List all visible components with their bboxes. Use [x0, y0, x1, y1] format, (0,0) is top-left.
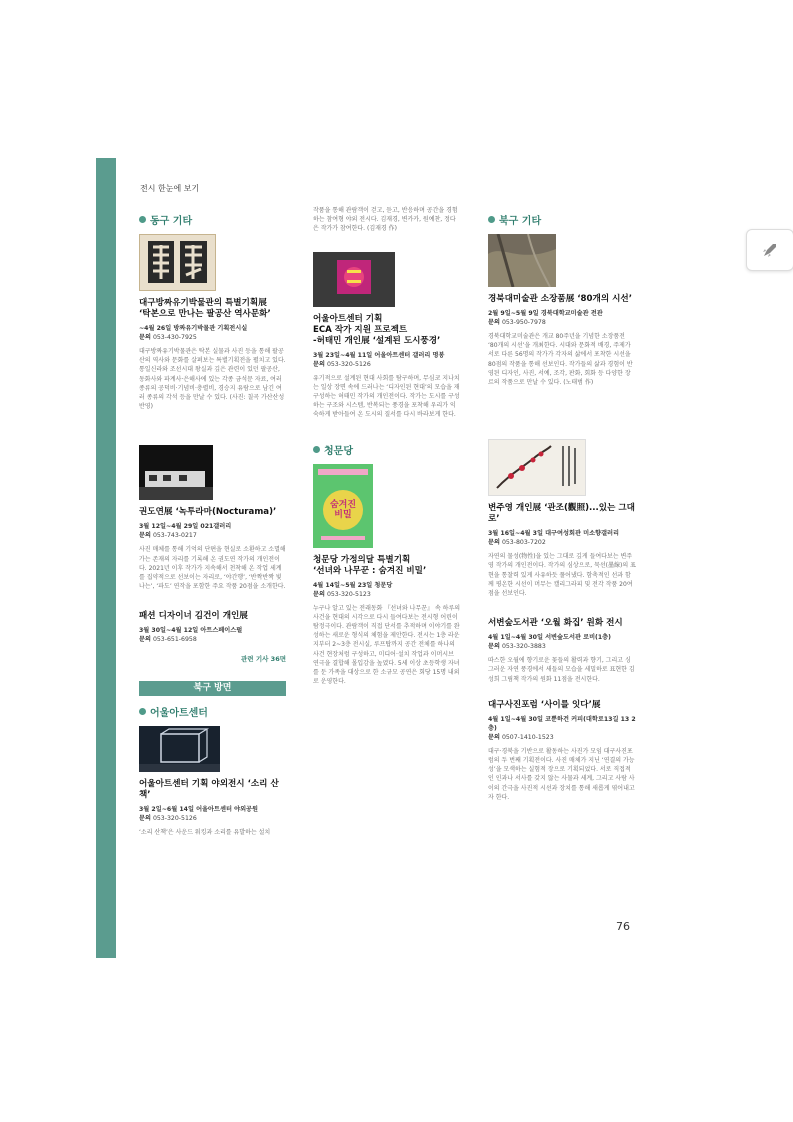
bullet-dot-icon [488, 216, 495, 223]
page-side-bar [96, 158, 116, 958]
night-house-image [139, 445, 213, 500]
listing-meta: ~4월 26일 방짜유기박물관 기획전시실 [139, 325, 248, 332]
painting-thumbnail [488, 234, 556, 287]
listing-item [488, 439, 636, 598]
section-heading-donggu [139, 212, 286, 227]
continued-description: 작품을 통해 관람객이 걷고, 듣고, 반응하며 공간을 경험하는 참여형 야외 전시다. 김재경, 변카카, 원예찬, 정다은 작가가 참여한다. (김재경 作) [313, 207, 458, 233]
listing-description: ‘소리 산책’은 사운드 워킹과 소리를 유발하는 설치 [139, 829, 271, 837]
listing-description: 유기적으로 설계된 현대 사회를 탐구하며, 무심코 지나치는 일상 장면 속에 드러나는 ‘디자인된 현대’의 모습을 재구성하는 허태민 작가의 개인전이다. 작가는 도시를 구성하는 구조와 시스템, 반복되는 풍경을 포착해 우리가 익숙하게 받아들여 온 도시의 질서를 다시 바라보게 한다. [313, 374, 460, 419]
listing-meta: 3월 30일~4월 12일 아트스페이스펄 [139, 627, 243, 635]
listing-phone: 문의 053-743-0217 [139, 532, 197, 540]
rocket-icon [761, 241, 779, 259]
poster-thumbnail [313, 464, 373, 548]
abstract-painting [488, 234, 556, 287]
listing-description: 누구나 알고 있는 전래동화 『선녀와 나무꾼』 속 하루의 사건을 현대의 시각으로 다시 들여다보는 전시형 어린이 탐정극이다. 관람객이 직접 단서를 추적하며 이야기를 완성하는 새로운 형식의 체험을 제안한다. 전시는 1층 라운지부터 2~3층 전시실, 루프탑까지 공간 전체를 하나의 사건 현장처럼 구성하고, 미디어·설치 작업과 이머시브 연극을 결합해 몰입감을 높였다. 5세 이상 초등학생 자녀를 둔 가족을 대상으로 한 소규모 공연은 회당 15명 내외로 운영한다. [313, 604, 461, 686]
listing-description: 자연의 물성(物性)을 있는 그대로 깊게 들여다보는 변주영 작가의 개인전이다. 작가의 심상으로, 묵선(墨線)의 표현을 통찰력 있게 사유하듯 풀어냈다. 함축적인 선과 함께 평온한 시선이 머무는 캘리그라피 및 전각 작품 20여 점을 선보인다. [488, 553, 636, 598]
listing-meta: 3월 2일~6월 14일 어울아트센터 야외공원 [139, 806, 259, 814]
listing-title: 대구사진포럼 ‘사이를 잇다’展 [488, 699, 601, 710]
listing-meta: 3월 23일~4월 11일 어울아트센터 갤러리 명봉 [313, 351, 445, 359]
listing-title: 청문당 가정의달 특별기획 ‘선녀와 나무꾼 : 숨겨진 비밀’ [313, 554, 427, 576]
listing-item [488, 618, 636, 684]
listing-description: 따스한 오월에 향기로운 꽃들의 활력과 향기, 그리고 싱그러운 자연 풍경에서 새들의 모습을 세밀하로 표현한 김성희 그림책 작가의 원화 11점을 전시한다. [488, 657, 635, 683]
artwork-thumbnail [313, 252, 395, 307]
section-title: 북구 기타 [499, 216, 542, 227]
listing-title: 어울아트센터 기획 야외전시 ‘소리 산책’ [139, 779, 279, 801]
plum-blossom-painting [489, 440, 585, 495]
page-header: 전시 한눈에 보기 [140, 184, 200, 193]
calligraphy-thumbnail [488, 439, 586, 496]
region-bar-bukgu: 북구 방면 [139, 681, 286, 696]
neon-sign-image [313, 252, 395, 307]
listing-title: 패션 디자이너 김건이 개인展 [139, 611, 248, 622]
listing-title: 경북대미술관 소장품展 ‘80개의 시선’ [488, 294, 632, 304]
listing-item [488, 234, 636, 387]
section-heading-bukgu [488, 212, 636, 227]
photo-thumbnail [139, 445, 213, 500]
rubbing-thumbnail [139, 234, 216, 291]
page-number: 76 [616, 920, 630, 933]
glass-cube-image [139, 726, 220, 772]
listing-meta: 4월 1일~4월 30일 코뿐하건 커피(대학로13길 13 2층) [488, 715, 636, 732]
floating-action-button[interactable] [746, 229, 793, 271]
listing-phone: 문의 053-950-7978 [488, 319, 546, 326]
listing-meta: 2월 9일~5월 9일 경북대학교미술관 전관 [488, 310, 603, 317]
listing-description: 대구방짜유기박물관은 탁본 실물과 사진 등을 통해 팔공산의 역사와 문화를 살펴보는 특별기획전을 펼치고 있다. 통일신라와 조선시대 왕실과 깊은 관련이 있던 팔공산, 동화사와 파계사·은해사에 있는 각종 금석문 자료, 여러 종류의 공덕비·기념비·충렬비, 경승지 유람으로 남긴 여러 종류의 각석 등을 만날 수 있다. (사진: 칠곡 가산산성 반영) [139, 348, 286, 411]
listing-meta: 3월 16일~4월 3일 대구여성회관 미소향갤러리 [488, 530, 619, 538]
column-1 [139, 212, 286, 852]
listing-title: 변주영 개인展 ‘관조(觀照)...있는 그대로’ [488, 503, 635, 525]
listing-item [313, 252, 461, 420]
listing-meta: 3월 12일~4월 29일 021갤러리 [139, 523, 232, 531]
listing-title: 서변숲도서관 ‘오월 화집’ 원화 전시 [488, 618, 623, 629]
listing-item [139, 234, 286, 411]
listing-title: 대구방짜유기박물관의 특별기획展 ‘탁본으로 만나는 팔공산 역사문화’ [139, 298, 271, 319]
listing-item [488, 700, 636, 802]
listing-title: 어울아트센터 기획 ECA 작가 지원 프로젝트 -허태민 개인展 ‘설계된 도시풍경’ [313, 313, 441, 346]
listing-phone: 문의 053-320-5123 [313, 590, 371, 598]
listing-phone: 문의 053-320-3883 [488, 643, 546, 651]
column-2 [313, 206, 461, 700]
listing-title: 권도연展 ‘녹투라마(Nocturama)’ [139, 507, 277, 518]
listing-phone: 문의 053-320-5126 [139, 815, 197, 823]
listing-phone: 문의 053-430-7925 [139, 334, 197, 341]
rubbing-image [140, 235, 215, 290]
listing-phone: 문의 053-320-5126 [313, 360, 371, 368]
listing-description: 사진 매체를 통해 기억의 단편을 현실로 소환하고 소멸해가는 존재의 자리를 기록해 온 권도연 작가의 개인전이다. 2021년 이후 작가가 지속해서 천착해 온 작업 세계를 집약적으로 선보이는 자리로, ‘야간행’, ‘반짝반짝 빛나는’, ‘파도’ 연작을 포함한 주요 작품 20점을 소개한다. [139, 546, 286, 591]
listing-meta: 4월 1일~4월 30일 서변숲도서관 로비(1층) [488, 634, 611, 642]
listing-item [139, 611, 286, 663]
listing-phone: 문의 0507-1410-1523 [488, 733, 554, 741]
listing-description: 대구·경북을 기반으로 활동하는 사진가 모임 대구사진포럼의 두 번째 기획전이다. 사진 매체가 지닌 ‘연결의 가능성’을 모색하는 실험적 장으로 기획되었다. 서로 직접적인 인과나 서사를 갖지 않는 사물과 세계, 그리고 사람 사이의 간극을 사진적 시선과 장치를 통해 새롭게 엮어내고자 한다. [488, 747, 635, 801]
section-heading-eoul [139, 704, 286, 719]
listing-phone: 문의 053-803-7202 [488, 539, 546, 547]
poster-title-1: 숨겨진 [329, 499, 357, 510]
listing-item [139, 445, 286, 591]
listing-item [139, 726, 286, 837]
bullet-dot-icon [139, 708, 146, 715]
listing-description: 경북대학교미술관은 개교 80주년을 기념한 소장품전 ‘80개의 시선’을 개최한다. 시대와 문화적 배경, 주제가 서로 다른 56명의 작가가 각자의 삶에서 포착한 시선을 80점의 작품을 통해 선보인다. 작가들의 삶과 경험이 반영된 디자인, 사진, 서예, 조각, 판화, 회화 등 다양한 장르의 작품으로 만날 수 있다. (노태범 作) [488, 333, 633, 387]
poster-title-2: 비밀 [334, 509, 352, 520]
listing-item [313, 464, 461, 687]
bullet-dot-icon [313, 446, 320, 453]
related-article-link[interactable]: 관련 기사 36면 [241, 655, 286, 664]
section-title: 청문당 [324, 445, 353, 457]
section-title: 동구 기타 [150, 216, 193, 227]
section-heading-cheongmundang [313, 442, 461, 457]
section-title: 어울아트센터 [150, 708, 208, 720]
column-3 [488, 212, 636, 816]
listing-meta: 4월 14일~5월 23일 청문당 [313, 581, 393, 589]
listing-phone: 문의 053-651-6958 [139, 636, 197, 644]
bullet-dot-icon [139, 216, 146, 223]
installation-thumbnail [139, 726, 220, 772]
